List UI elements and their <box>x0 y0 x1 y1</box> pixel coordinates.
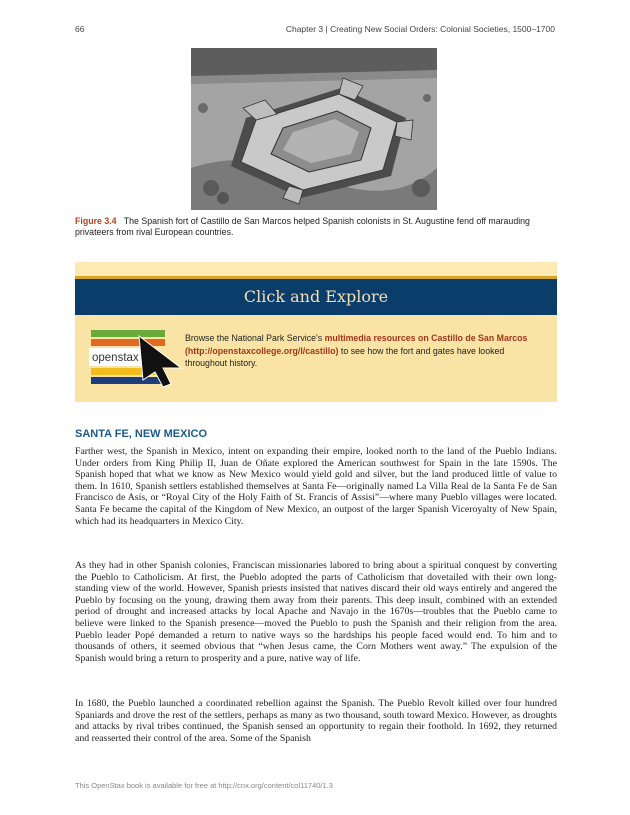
section-heading: SANTA FE, NEW MEXICO <box>75 428 207 440</box>
fort-photo <box>191 48 437 210</box>
openstax-logo-text: openstax <box>92 352 139 364</box>
openstax-logo <box>89 328 185 388</box>
castillo-resources-link[interactable]: multimedia resources on Castillo de San Marcos (http://openstaxcollege.org/l/castillo) <box>185 333 528 356</box>
figure-caption-text: The Spanish fort of Castillo de San Marcos helped Spanish colonists in St. Augustine fend off marauding privateers from rival European countries. <box>75 216 530 237</box>
page-number: 66 <box>75 24 85 34</box>
click-and-explore-box <box>75 262 557 402</box>
figure-label: Figure 3.4 <box>75 216 117 226</box>
page-footer: This OpenStax book is available for free at http://cnx.org/content/col11740/1.3 <box>75 781 333 790</box>
figure-caption <box>75 216 557 238</box>
chapter-title: Chapter 3 | Creating New Social Orders: Colonial Societies, 1500–1700 <box>285 24 555 34</box>
explore-title: Click and Explore <box>75 279 557 315</box>
explore-text-before: Browse the National Park Service's <box>185 333 325 343</box>
paragraph-2: As they had in other Spanish colonies, Franciscan missionaries labored to bring about a spiritual conquest by converting the Pueblo to Catholicism. At first, the Pueblo adopted the parts of Catholicism that dovetailed with their own long-standing view of the world. However, Spanish priests insisted that natives discard their old ways entirely and angered the Pueblo by focusing on the young, drawing them away from their parents. This deep insult, combined with an extended period of drought and increased attacks by local Apache and Navajo in the 1670s—troubles that the Pueblo came to believe were linked to the Spanish presence—moved the Pueblo to push the Spanish and their religion from the area. Pueblo leader Popé demanded a return to native ways so the hardships his people faced would end. To him and to thousands of others, it seemed obvious that “when Jesus came, the Corn Mothers went away.” The expulsion of the Spanish would bring a return to prosperity and a pure, native way of life. <box>75 560 557 664</box>
explore-topbar <box>75 262 557 276</box>
paragraph-3: In 1680, the Pueblo launched a coordinated rebellion against the Spanish. The Pueblo Revolt killed over four hundred Spaniards and drove the rest of the settlers, perhaps as many as two thousand, south toward Mexico. However, as droughts and attacks by rival tribes continued, the Spanish sensed an opportunity to regain their foothold. In 1692, they returned and reasserted their control of the area. Some of the Spanish <box>75 698 557 744</box>
explore-text <box>185 332 540 370</box>
paragraph-1: Farther west, the Spanish in Mexico, intent on expanding their empire, looked north to the land of the Pueblo Indians. Under orders from King Philip II, Juan de Oñate explored the American southwest for Spain in the late 1590s. The Spanish hoped that what we know as New Mexico would yield gold and silver, but the land produced little of value to them. In 1610, Spanish settlers established themselves at Santa Fe—originally named La Villa Real de la Santa Fe de San Francisco de Asís, or “Royal City of the Holy Faith of St. Francis of Assisi”—where many Pueblo villages were located. Santa Fe became the capital of the Kingdom of New Mexico, an outpost of the larger Spanish Viceroyalty of New Spain, which had its headquarters in Mexico City. <box>75 446 557 527</box>
explore-text-after: to see how the fort and gates have looked throughout history. <box>185 345 505 368</box>
